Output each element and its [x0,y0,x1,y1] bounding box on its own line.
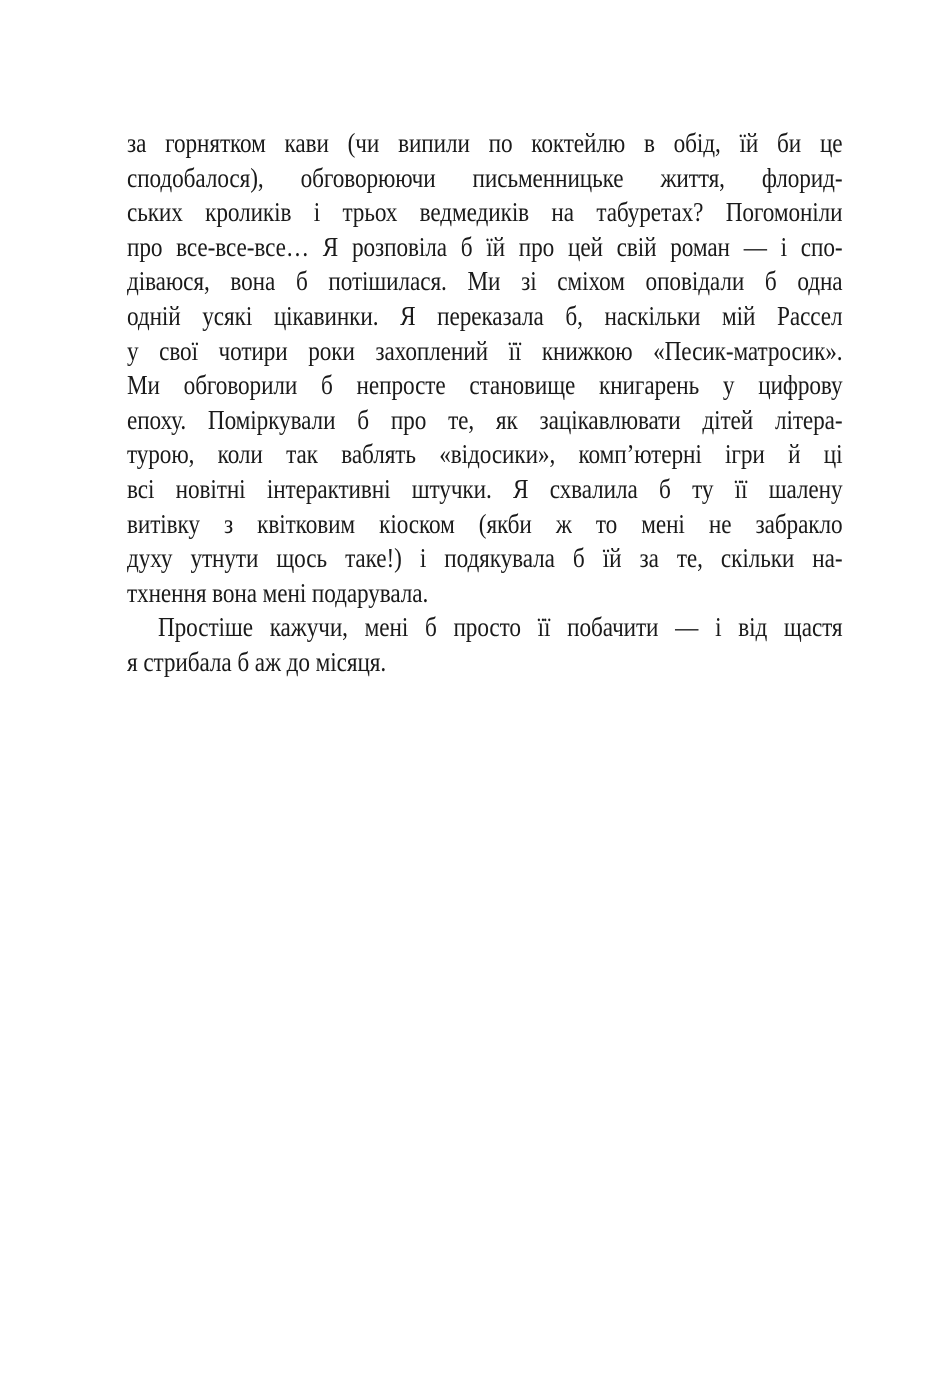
text-line: у свої чотири роки захоплений її книжкою «Песик-матросик». [127,335,843,366]
paragraph-2 [127,610,843,679]
book-page-text [127,126,843,680]
paragraph-1 [127,126,843,610]
text-line: сподобалося), обговорюючи письменницьке життя, флорид- [127,162,843,193]
text-line: Простіше кажучи, мені б просто її побачити — і від щастя [157,612,843,643]
text-line: я стрибала б аж до місяця. [127,646,387,677]
text-line: епоху. Поміркували б про те, як зацікавлювати дітей літера- [127,404,843,435]
text-line: за горнятком кави (чи випили по коктейлю в обід, їй би це [127,128,843,158]
text-line: турою, коли так ваблять «відосики», комп’ютерні ігри й ці [127,439,843,470]
text-line: одній усякі цікавинки. Я переказала б, наскільки мій Рассел [127,300,843,331]
text-line: про все-все-все… Я розповіла б їй про цей свій роман — і спо- [127,231,843,262]
text-line: ських кроликів і трьох ведмедиків на табуретах? Погомоніли [127,197,843,228]
text-line: Ми обговорили б непросте становище книгарень у цифрову [127,370,843,401]
text-line: духу утнути щось таке!) і подякувала б їй за те, скільки на- [127,543,843,574]
text-line: тхнення вона мені подарувала. [127,577,429,608]
text-line: всі новітні інтерактивні штучки. Я схвалила б ту її шалену [127,473,843,504]
text-line: витівку з квітковим кіоском (якби ж то мені не забракло [127,508,843,539]
text-line: діваюся, вона б потішилася. Ми зі сміхом оповідали б одна [127,266,843,297]
